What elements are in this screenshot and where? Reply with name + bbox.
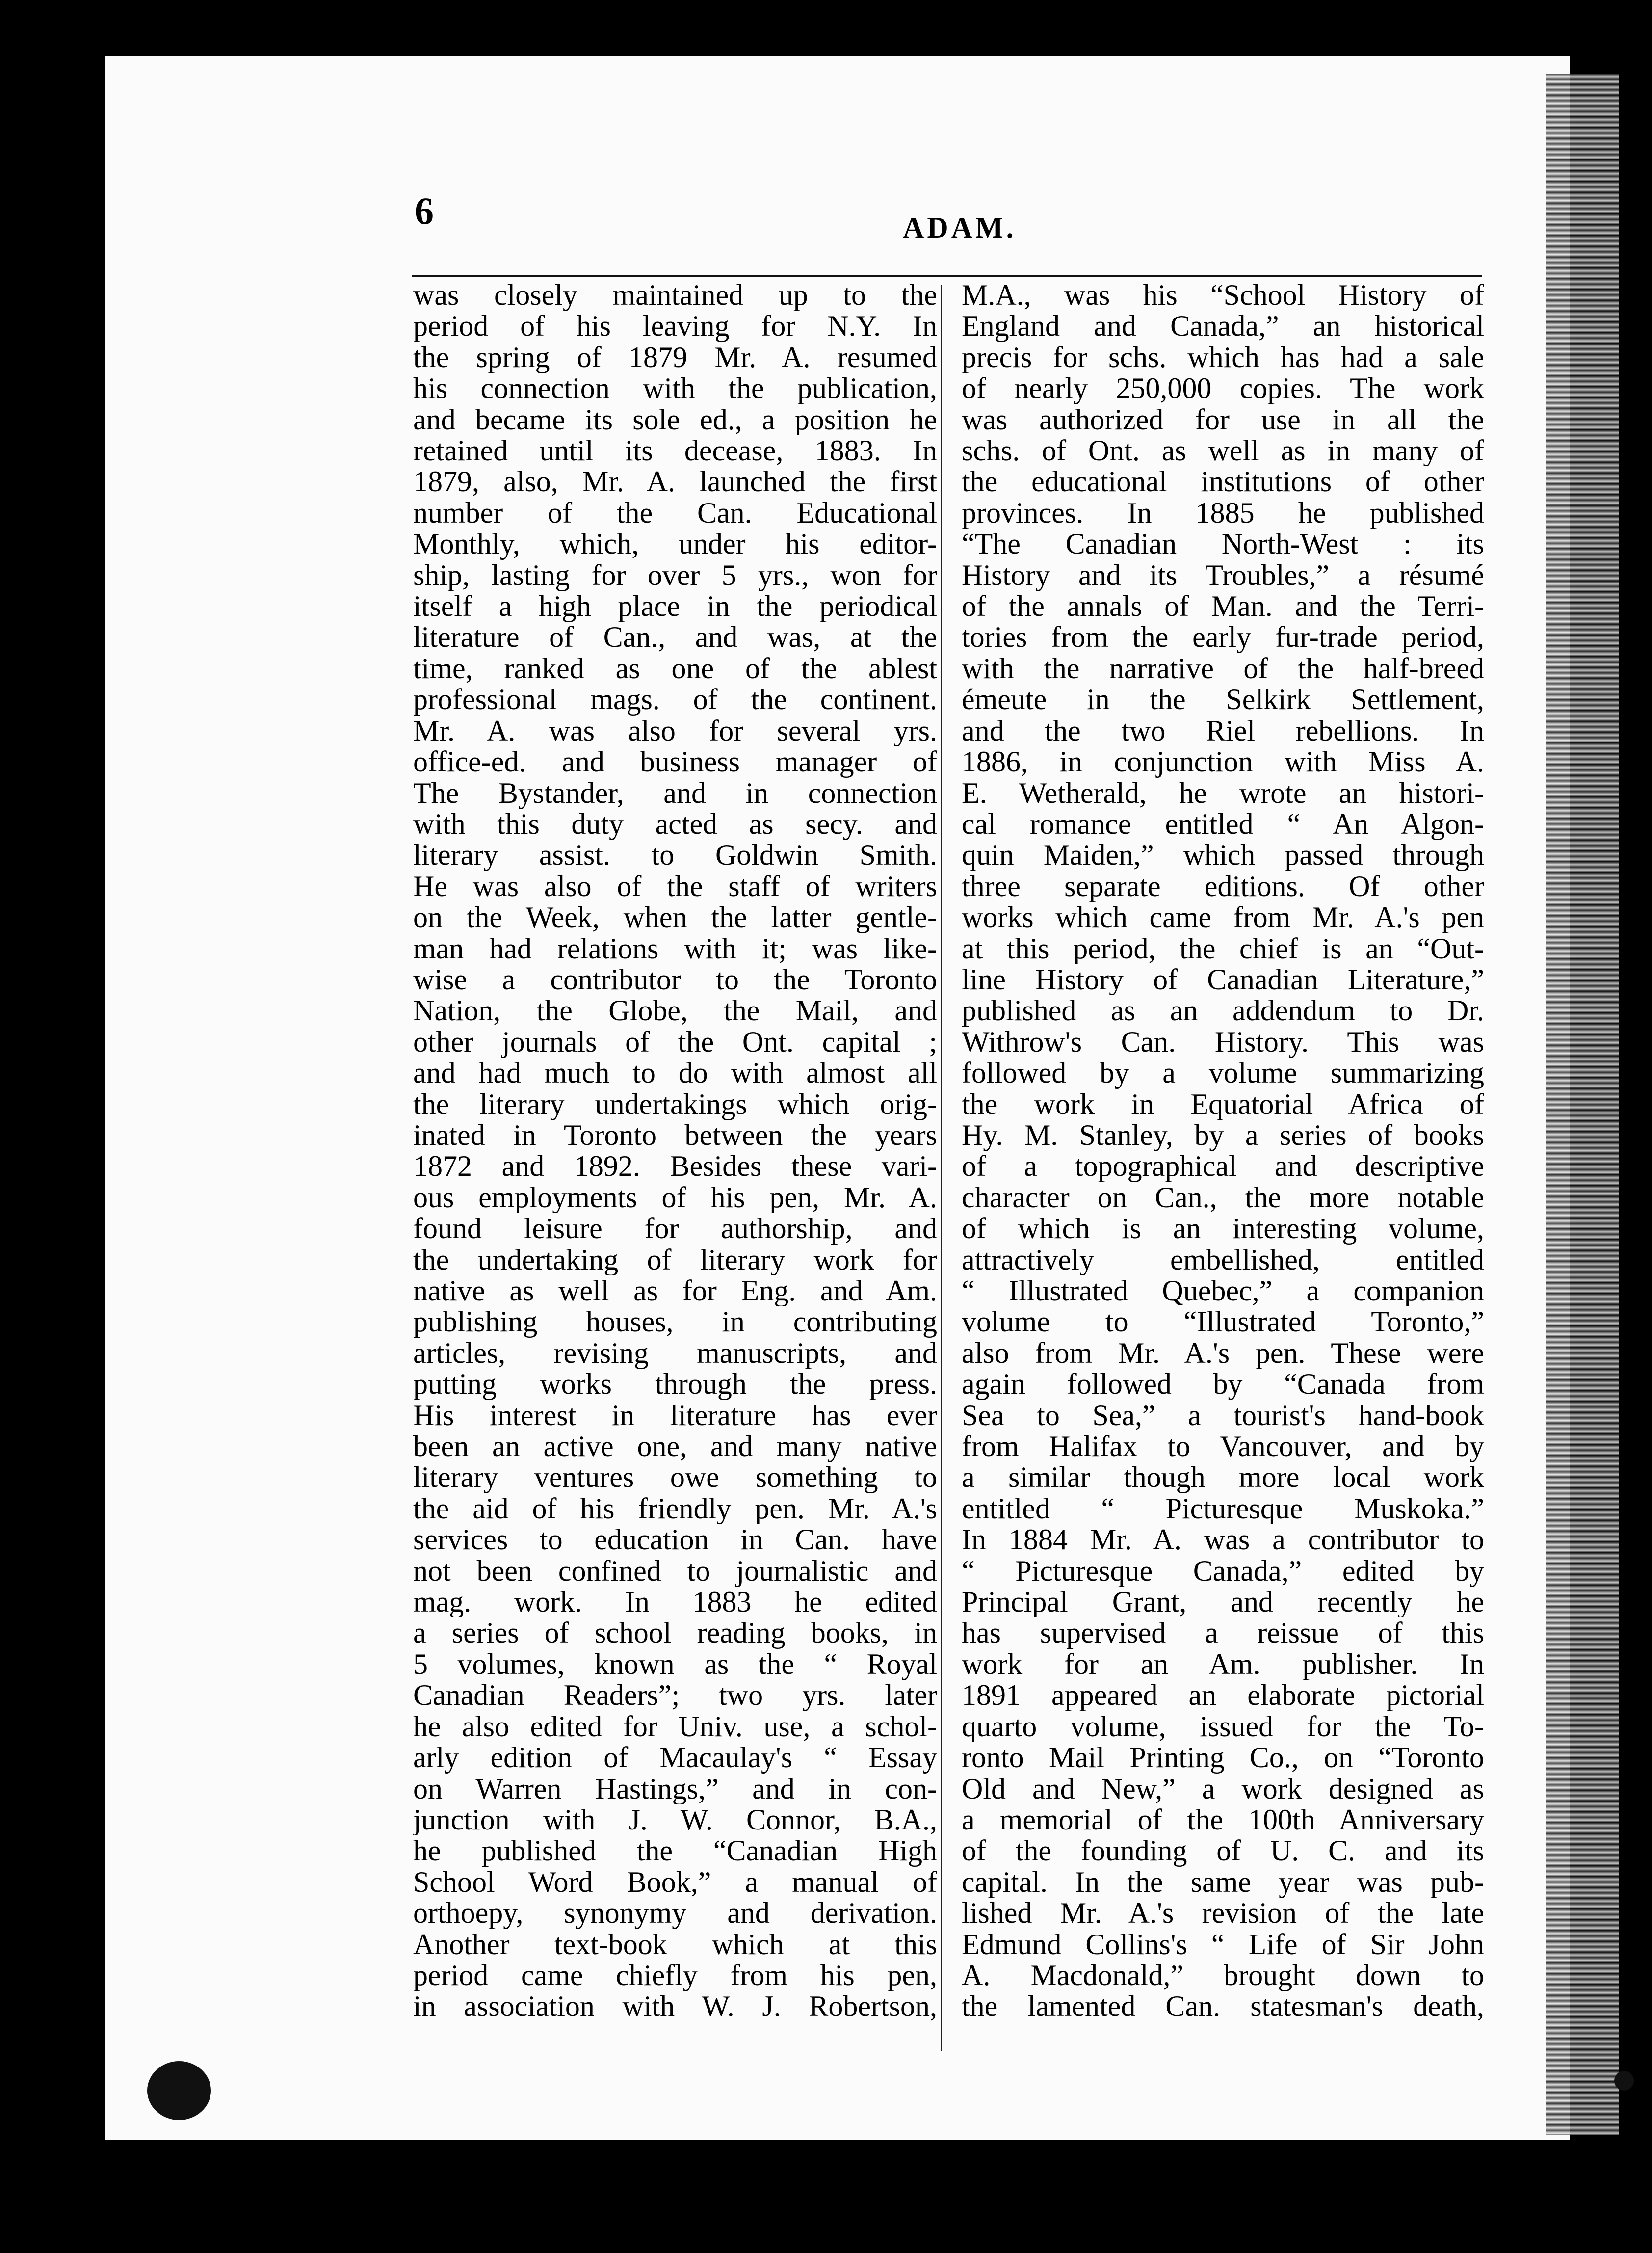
text-line: period of his leaving for N.Y. In [413, 311, 937, 342]
text-line: 1879, also, Mr. A. launched the first [413, 466, 937, 498]
left-column [413, 280, 937, 2022]
text-line: quarto volume, issued for the To- [962, 1711, 1484, 1743]
text-line: period came chiefly from his pen, [413, 1960, 937, 1991]
text-line: entitled “ Picturesque Muskoka.” [962, 1493, 1484, 1525]
text-line: inated in Toronto between the years [413, 1119, 937, 1151]
text-line: native as well as for Eng. and Am. [413, 1275, 937, 1307]
text-line: of the annals of Man. and the Terri- [962, 591, 1484, 622]
text-line: the lamented Can. statesman's death, [962, 1991, 1484, 2022]
text-line: number of the Can. Educational [413, 497, 937, 529]
text-line: retained until its decease, 1883. In [413, 435, 937, 467]
text-line: tories from the early fur-trade period, [962, 622, 1484, 653]
text-line: was closely maintained up to the [413, 280, 937, 311]
text-line: Mr. A. was also for several yrs. [413, 715, 937, 747]
text-line: of nearly 250,000 copies. The work [962, 373, 1484, 404]
text-line: of which is an interesting volume, [962, 1213, 1484, 1245]
page-number: 6 [415, 189, 434, 232]
text-line: also from Mr. A.'s pen. These were [962, 1337, 1484, 1369]
header-rule [412, 275, 1482, 277]
text-line: a memorial of the 100th Anniversary [962, 1804, 1484, 1836]
text-line: literature of Can., and was, at the [413, 622, 937, 653]
text-line: Sea to Sea,” a tourist's hand-book [962, 1400, 1484, 1431]
text-line: on the Week, when the latter gentle- [413, 902, 937, 933]
text-line: on Warren Hastings,” and in con- [413, 1773, 937, 1804]
text-line: junction with J. W. Connor, B.A., [413, 1804, 937, 1836]
text-line: not been confined to journalistic and [413, 1555, 937, 1587]
text-line: History and its Troubles,” a résumé [962, 559, 1484, 591]
text-line: volume to “Illustrated Toronto,” [962, 1306, 1484, 1338]
text-line: the undertaking of literary work for [413, 1244, 937, 1275]
text-line: lished Mr. A.'s revision of the late [962, 1898, 1484, 1929]
text-line: with the narrative of the half-breed [962, 653, 1484, 685]
text-line: “The Canadian North-West : its [962, 529, 1484, 560]
text-line: line History of Canadian Literature,” [962, 964, 1484, 996]
text-line: Nation, the Globe, the Mail, and [413, 995, 937, 1027]
text-line: quin Maiden,” which passed through [962, 840, 1484, 871]
text-line: His interest in literature has ever [413, 1400, 937, 1431]
text-line: he published the “Canadian High [413, 1835, 937, 1867]
text-line: other journals of the Ont. capital ; [413, 1026, 937, 1058]
text-line: 1891 appeared an elaborate pictorial [962, 1680, 1484, 1711]
text-line: was authorized for use in all the [962, 404, 1484, 436]
text-line: has supervised a reissue of this [962, 1617, 1484, 1649]
text-line: 1872 and 1892. Besides these vari- [413, 1151, 937, 1182]
text-line: from Halifax to Vancouver, and by [962, 1431, 1484, 1462]
text-line: England and Canada,” an historical [962, 311, 1484, 342]
text-line: his connection with the publication, [413, 373, 937, 404]
text-line: E. Wetherald, he wrote an histori- [962, 777, 1484, 809]
text-line: Canadian Readers”; two yrs. later [413, 1680, 937, 1711]
text-line: schs. of Ont. as well as in many of [962, 435, 1484, 467]
text-line: émeute in the Selkirk Settlement, [962, 684, 1484, 716]
text-line: professional mags. of the continent. [413, 684, 937, 716]
text-line: of a topographical and descriptive [962, 1151, 1484, 1182]
text-line: work for an Am. publisher. In [962, 1648, 1484, 1680]
text-line: publishing houses, in contributing [413, 1306, 937, 1338]
text-line: literary ventures owe something to [413, 1462, 937, 1493]
text-line: and had much to do with almost all [413, 1058, 937, 1089]
text-line: School Word Book,” a manual of [413, 1866, 937, 1898]
text-line: cal romance entitled “ An Algon- [962, 808, 1484, 840]
text-line: The Bystander, and in connection [413, 777, 937, 809]
text-line: found leisure for authorship, and [413, 1213, 937, 1245]
page-edge-shadow [1546, 74, 1619, 2135]
text-line: man had relations with it; was like- [413, 933, 937, 964]
text-line: he also edited for Univ. use, a schol- [413, 1711, 937, 1743]
text-line: “ Picturesque Canada,” edited by [962, 1555, 1484, 1587]
text-line: 5 volumes, known as the “ Royal [413, 1648, 937, 1680]
text-line: character on Can., the more notable [962, 1182, 1484, 1214]
text-line: A. Macdonald,” brought down to [962, 1960, 1484, 1991]
text-line: attractively embellished, entitled [962, 1244, 1484, 1275]
text-line: again followed by “Canada from [962, 1369, 1484, 1400]
text-line: In 1884 Mr. A. was a contributor to [962, 1524, 1484, 1556]
text-line: arly edition of Macaulay's “ Essay [413, 1742, 937, 1774]
text-line: a series of school reading books, in [413, 1617, 937, 1649]
text-line: Another text-book which at this [413, 1929, 937, 1960]
text-line: itself a high place in the periodical [413, 591, 937, 622]
text-line: the aid of his friendly pen. Mr. A.'s [413, 1493, 937, 1525]
text-line: the educational institutions of other [962, 466, 1484, 498]
text-line: the spring of 1879 Mr. A. resumed [413, 342, 937, 373]
text-line: services to education in Can. have [413, 1524, 937, 1556]
text-line: Withrow's Can. History. This was [962, 1026, 1484, 1058]
text-line: of the founding of U. C. and its [962, 1835, 1484, 1867]
text-line: a similar though more local work [962, 1462, 1484, 1493]
text-line: articles, revising manuscripts, and [413, 1337, 937, 1369]
text-line: office-ed. and business manager of [413, 746, 937, 778]
text-line: the literary undertakings which orig- [413, 1088, 937, 1120]
text-line: works which came from Mr. A.'s pen [962, 902, 1484, 933]
right-column [962, 280, 1484, 2022]
text-line: putting works through the press. [413, 1369, 937, 1400]
text-line: literary assist. to Goldwin Smith. [413, 840, 937, 871]
ink-smudge [1614, 2071, 1634, 2091]
text-line: Edmund Collins's “ Life of Sir John [962, 1929, 1484, 1960]
ink-smudge [147, 2061, 211, 2120]
column-divider [941, 285, 942, 2051]
text-line: capital. In the same year was pub- [962, 1866, 1484, 1898]
text-line: been an active one, and many native [413, 1431, 937, 1462]
text-line: Principal Grant, and recently he [962, 1587, 1484, 1618]
text-line: and became its sole ed., a position he [413, 404, 937, 436]
text-line: time, ranked as one of the ablest [413, 653, 937, 685]
text-line: the work in Equatorial Africa of [962, 1088, 1484, 1120]
text-line: mag. work. In 1883 he edited [413, 1587, 937, 1618]
text-line: in association with W. J. Robertson, [413, 1991, 937, 2022]
text-line: Hy. M. Stanley, by a series of books [962, 1119, 1484, 1151]
text-line: at this period, the chief is an “Out- [962, 933, 1484, 964]
text-line: He was also of the staff of writers [413, 871, 937, 902]
text-line: orthoepy, synonymy and derivation. [413, 1898, 937, 1929]
text-line: and the two Riel rebellions. In [962, 715, 1484, 747]
text-line: published as an addendum to Dr. [962, 995, 1484, 1027]
text-line: provinces. In 1885 he published [962, 497, 1484, 529]
text-line: ous employments of his pen, Mr. A. [413, 1182, 937, 1214]
text-line: followed by a volume summarizing [962, 1058, 1484, 1089]
text-line: ronto Mail Printing Co., on “Toronto [962, 1742, 1484, 1774]
text-line: three separate editions. Of other [962, 871, 1484, 902]
running-head: ADAM. [903, 212, 1017, 244]
text-line: “ Illustrated Quebec,” a companion [962, 1275, 1484, 1307]
text-line: 1886, in conjunction with Miss A. [962, 746, 1484, 778]
text-line: with this duty acted as secy. and [413, 808, 937, 840]
text-line: Old and New,” a work designed as [962, 1773, 1484, 1804]
text-line: Monthly, which, under his editor- [413, 529, 937, 560]
text-line: precis for schs. which has had a sale [962, 342, 1484, 373]
text-line: ship, lasting for over 5 yrs., won for [413, 559, 937, 591]
text-line: wise a contributor to the Toronto [413, 964, 937, 996]
text-line: M.A., was his “School History of [962, 280, 1484, 311]
